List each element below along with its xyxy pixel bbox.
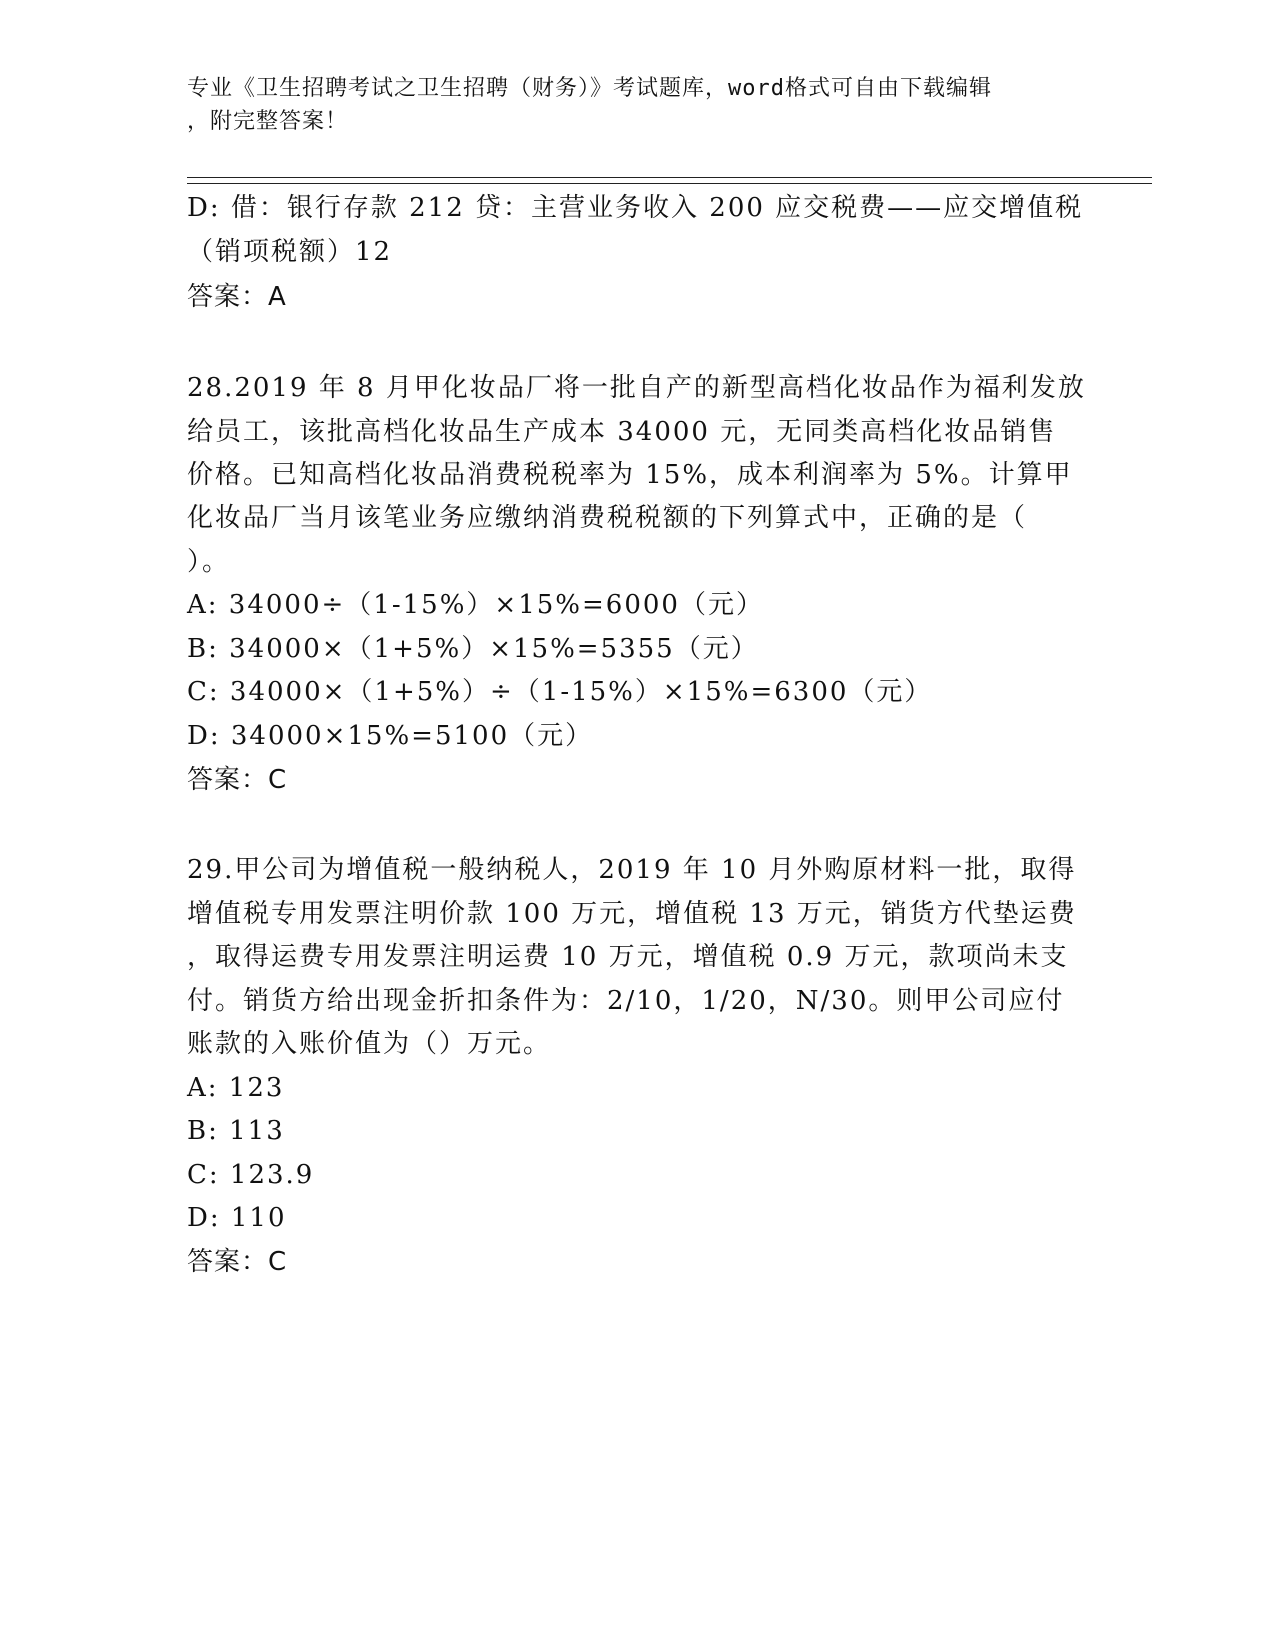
header-rule-bottom (187, 183, 1152, 184)
q27-answer: 答案：A (187, 282, 287, 312)
q27-option-d-line1: D: 借：银行存款 212 贷：主营业务收入 200 应交税费——应交增值税 (187, 193, 1084, 223)
document-header: 专业《卫生招聘考试之卫生招聘（财务）》考试题库，word格式可自由下载编辑 ，附完整答案！ (187, 76, 992, 134)
q29-stem-line-4: 付。销货方给出现金折扣条件为：2/10，1/20，N/30。则甲公司应付 (187, 986, 1065, 1016)
q28-option-a: A: 34000÷（1-15%）×15%=6000（元） (187, 590, 764, 620)
q29-stem-line-2: 增值税专用发票注明价款 100 万元，增值税 13 万元，销货方代垫运费 (187, 899, 1077, 929)
q29-stem-line-3: ，取得运费专用发票注明运费 10 万元，增值税 0.9 万元，款项尚未支 (187, 942, 1069, 972)
q28-stem-line-4: 化妆品厂当月该笔业务应缴纳消费税税额的下列算式中，正确的是（ (187, 503, 1028, 533)
q28-answer: 答案：C (187, 765, 288, 795)
q28-stem-line-3: 价格。已知高档化妆品消费税税率为 15%，成本利润率为 5%。计算甲 (187, 460, 1073, 490)
q29-answer: 答案：C (187, 1247, 288, 1277)
q29-stem-line-1: 29.甲公司为增值税一般纳税人，2019 年 10 月外购原材料一批，取得 (187, 855, 1077, 885)
q28-option-c: C: 34000×（1+5%）÷（1-15%）×15%=6300（元） (187, 677, 933, 707)
q27-option-d-line2: （销项税额）12 (187, 237, 393, 267)
header-rule-top (187, 177, 1152, 178)
q29-option-d: D: 110 (187, 1203, 287, 1233)
q28-stem-line-2: 给员工，该批高档化妆品生产成本 34000 元，无同类高档化妆品销售 (187, 417, 1057, 447)
q29-option-b: B: 113 (187, 1116, 285, 1146)
q28-option-b: B: 34000×（1+5%）×15%=5355（元） (187, 634, 759, 664)
q29-option-a: A: 123 (187, 1073, 285, 1103)
q29-stem-line-5: 账款的入账价值为（）万元。 (187, 1029, 552, 1059)
q28-option-d: D: 34000×15%=5100（元） (187, 721, 594, 751)
q29-option-c: C: 123.9 (187, 1160, 315, 1190)
q28-stem-line-1: 28.2019 年 8 月甲化妆品厂将一批自产的新型高档化妆品作为福利发放 (187, 373, 1086, 403)
q28-stem-line-5: ）。 (187, 547, 231, 577)
